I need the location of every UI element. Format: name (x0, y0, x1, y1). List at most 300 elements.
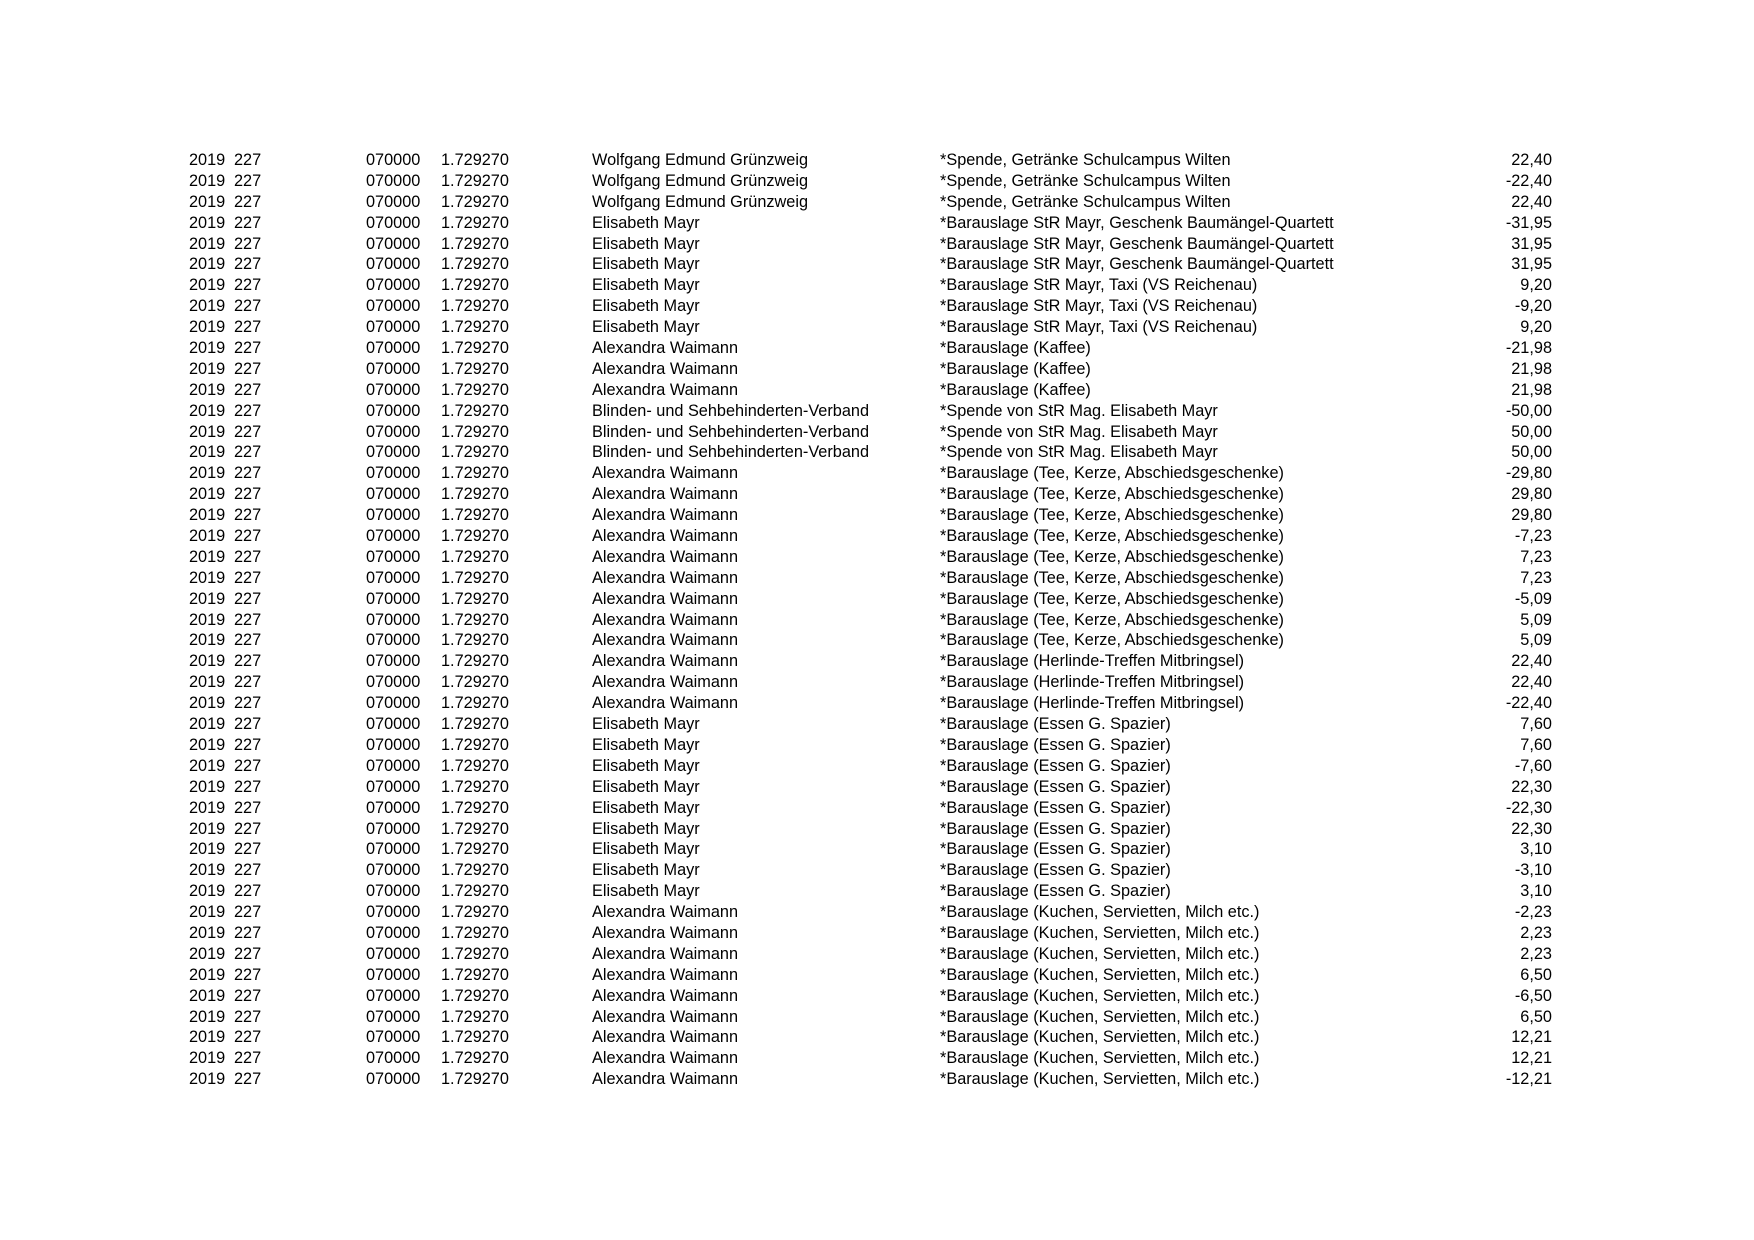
subaccount-cell: 1.729270 (441, 171, 509, 190)
table-row (0, 944, 1754, 965)
account-cell: 070000 (366, 777, 421, 796)
table-row (0, 819, 1754, 840)
account-cell: 070000 (366, 318, 421, 337)
name-cell: Blinden- und Sehbehinderten-Verband (592, 443, 869, 462)
account-cell: 070000 (366, 652, 421, 671)
ledger-table (0, 150, 1754, 1090)
subaccount-cell: 1.729270 (441, 297, 509, 316)
table-row (0, 484, 1754, 505)
name-cell: Alexandra Waimann (592, 506, 738, 525)
subaccount-cell: 1.729270 (441, 318, 509, 337)
subaccount-cell: 1.729270 (441, 151, 509, 169)
table-row (0, 547, 1754, 568)
account-cell: 070000 (366, 527, 421, 546)
subaccount-cell: 1.729270 (441, 422, 509, 441)
number-cell: 227 (234, 735, 262, 754)
number-cell: 227 (234, 151, 262, 169)
account-cell: 070000 (366, 756, 421, 775)
table-row (0, 839, 1754, 860)
year-cell: 2019 (189, 923, 226, 942)
description-cell: *Barauslage (Tee, Kerze, Abschiedsgeschenke) (940, 610, 1284, 629)
table-row (0, 1027, 1754, 1048)
description-cell: *Barauslage (Essen G. Spazier) (940, 735, 1171, 754)
account-cell: 070000 (366, 443, 421, 462)
table-row (0, 965, 1754, 986)
amount-cell: 29,80 (1511, 506, 1552, 525)
year-cell: 2019 (189, 882, 226, 901)
name-cell: Alexandra Waimann (592, 673, 738, 692)
name-cell: Elisabeth Mayr (592, 318, 700, 337)
account-cell: 070000 (366, 1049, 421, 1068)
subaccount-cell: 1.729270 (441, 610, 509, 629)
name-cell: Alexandra Waimann (592, 547, 738, 566)
account-cell: 070000 (366, 380, 421, 399)
table-row (0, 505, 1754, 526)
table-row (0, 923, 1754, 944)
number-cell: 227 (234, 777, 262, 796)
account-cell: 070000 (366, 234, 421, 253)
year-cell: 2019 (189, 192, 226, 211)
table-row (0, 714, 1754, 735)
number-cell: 227 (234, 694, 262, 713)
subaccount-cell: 1.729270 (441, 861, 509, 880)
amount-cell: -12,21 (1505, 1070, 1552, 1089)
name-cell: Elisabeth Mayr (592, 861, 700, 880)
year-cell: 2019 (189, 652, 226, 671)
description-cell: *Spende von StR Mag. Elisabeth Mayr (940, 422, 1218, 441)
account-cell: 070000 (366, 297, 421, 316)
name-cell: Alexandra Waimann (592, 694, 738, 713)
number-cell: 227 (234, 527, 262, 546)
number-cell: 227 (234, 192, 262, 211)
amount-cell: 22,40 (1511, 192, 1552, 211)
description-cell: *Spende, Getränke Schulcampus Wilten (940, 171, 1231, 190)
name-cell: Alexandra Waimann (592, 1007, 738, 1026)
amount-cell: 2,23 (1520, 944, 1552, 963)
account-cell: 070000 (366, 1070, 421, 1089)
amount-cell: 5,09 (1520, 610, 1552, 629)
account-cell: 070000 (366, 401, 421, 420)
subaccount-cell: 1.729270 (441, 547, 509, 566)
subaccount-cell: 1.729270 (441, 568, 509, 587)
amount-cell: 5,09 (1520, 631, 1552, 650)
name-cell: Alexandra Waimann (592, 652, 738, 671)
number-cell: 227 (234, 485, 262, 504)
account-cell: 070000 (366, 631, 421, 650)
table-row (0, 756, 1754, 777)
name-cell: Alexandra Waimann (592, 380, 738, 399)
amount-cell: 9,20 (1520, 276, 1552, 295)
name-cell: Blinden- und Sehbehinderten-Verband (592, 401, 869, 420)
subaccount-cell: 1.729270 (441, 527, 509, 546)
table-row (0, 171, 1754, 192)
amount-cell: 7,23 (1520, 547, 1552, 566)
account-cell: 070000 (366, 547, 421, 566)
account-cell: 070000 (366, 965, 421, 984)
table-row (0, 589, 1754, 610)
amount-cell: 50,00 (1511, 443, 1552, 462)
description-cell: *Barauslage (Tee, Kerze, Abschiedsgeschenke) (940, 506, 1284, 525)
account-cell: 070000 (366, 339, 421, 358)
table-row (0, 630, 1754, 651)
name-cell: Alexandra Waimann (592, 589, 738, 608)
year-cell: 2019 (189, 151, 226, 169)
table-row (0, 234, 1754, 255)
description-cell: *Spende von StR Mag. Elisabeth Mayr (940, 443, 1218, 462)
subaccount-cell: 1.729270 (441, 192, 509, 211)
number-cell: 227 (234, 547, 262, 566)
description-cell: *Barauslage StR Mayr, Taxi (VS Reichenau) (940, 318, 1258, 337)
amount-cell: -7,23 (1514, 527, 1552, 546)
description-cell: *Barauslage (Essen G. Spazier) (940, 777, 1171, 796)
number-cell: 227 (234, 589, 262, 608)
number-cell: 227 (234, 798, 262, 817)
name-cell: Elisabeth Mayr (592, 798, 700, 817)
description-cell: *Barauslage (Tee, Kerze, Abschiedsgeschenke) (940, 464, 1284, 483)
table-row (0, 1048, 1754, 1069)
table-row (0, 401, 1754, 422)
year-cell: 2019 (189, 694, 226, 713)
amount-cell: -3,10 (1514, 861, 1552, 880)
amount-cell: 22,30 (1511, 777, 1552, 796)
name-cell: Alexandra Waimann (592, 485, 738, 504)
amount-cell: -21,98 (1505, 339, 1552, 358)
name-cell: Wolfgang Edmund Grünzweig (592, 151, 808, 169)
account-cell: 070000 (366, 422, 421, 441)
description-cell: *Barauslage StR Mayr, Geschenk Baumängel-Quartett (940, 255, 1334, 274)
table-row (0, 317, 1754, 338)
amount-cell: -50,00 (1505, 401, 1552, 420)
number-cell: 227 (234, 297, 262, 316)
table-row (0, 442, 1754, 463)
number-cell: 227 (234, 1028, 262, 1047)
account-cell: 070000 (366, 819, 421, 838)
name-cell: Elisabeth Mayr (592, 777, 700, 796)
account-cell: 070000 (366, 589, 421, 608)
description-cell: *Barauslage StR Mayr, Taxi (VS Reichenau) (940, 276, 1258, 295)
amount-cell: -22,40 (1505, 171, 1552, 190)
description-cell: *Barauslage StR Mayr, Taxi (VS Reichenau) (940, 297, 1258, 316)
number-cell: 227 (234, 1007, 262, 1026)
subaccount-cell: 1.729270 (441, 840, 509, 859)
subaccount-cell: 1.729270 (441, 485, 509, 504)
description-cell: *Barauslage (Tee, Kerze, Abschiedsgeschenke) (940, 568, 1284, 587)
number-cell: 227 (234, 359, 262, 378)
table-row (0, 422, 1754, 443)
subaccount-cell: 1.729270 (441, 944, 509, 963)
subaccount-cell: 1.729270 (441, 1007, 509, 1026)
name-cell: Elisabeth Mayr (592, 255, 700, 274)
year-cell: 2019 (189, 485, 226, 504)
year-cell: 2019 (189, 1070, 226, 1089)
number-cell: 227 (234, 506, 262, 525)
subaccount-cell: 1.729270 (441, 359, 509, 378)
table-row (0, 610, 1754, 631)
name-cell: Alexandra Waimann (592, 965, 738, 984)
subaccount-cell: 1.729270 (441, 986, 509, 1005)
account-cell: 070000 (366, 923, 421, 942)
subaccount-cell: 1.729270 (441, 255, 509, 274)
amount-cell: 22,40 (1511, 652, 1552, 671)
table-row (0, 777, 1754, 798)
year-cell: 2019 (189, 234, 226, 253)
account-cell: 070000 (366, 1007, 421, 1026)
account-cell: 070000 (366, 464, 421, 483)
name-cell: Alexandra Waimann (592, 610, 738, 629)
table-row (0, 735, 1754, 756)
table-row (0, 798, 1754, 819)
year-cell: 2019 (189, 735, 226, 754)
name-cell: Alexandra Waimann (592, 1028, 738, 1047)
subaccount-cell: 1.729270 (441, 673, 509, 692)
year-cell: 2019 (189, 297, 226, 316)
year-cell: 2019 (189, 276, 226, 295)
year-cell: 2019 (189, 568, 226, 587)
account-cell: 070000 (366, 903, 421, 922)
year-cell: 2019 (189, 443, 226, 462)
table-row (0, 672, 1754, 693)
table-row (0, 693, 1754, 714)
description-cell: *Barauslage (Kuchen, Servietten, Milch etc.) (940, 1028, 1260, 1047)
year-cell: 2019 (189, 631, 226, 650)
year-cell: 2019 (189, 715, 226, 734)
subaccount-cell: 1.729270 (441, 756, 509, 775)
name-cell: Alexandra Waimann (592, 339, 738, 358)
description-cell: *Barauslage StR Mayr, Geschenk Baumängel-Quartett (940, 213, 1334, 232)
name-cell: Wolfgang Edmund Grünzweig (592, 171, 808, 190)
table-row (0, 568, 1754, 589)
account-cell: 070000 (366, 882, 421, 901)
description-cell: *Barauslage (Kuchen, Servietten, Milch etc.) (940, 903, 1260, 922)
year-cell: 2019 (189, 903, 226, 922)
number-cell: 227 (234, 276, 262, 295)
description-cell: *Barauslage (Kuchen, Servietten, Milch etc.) (940, 986, 1260, 1005)
subaccount-cell: 1.729270 (441, 276, 509, 295)
description-cell: *Barauslage (Herlinde-Treffen Mitbringsel) (940, 652, 1245, 671)
description-cell: *Barauslage (Essen G. Spazier) (940, 798, 1171, 817)
table-row (0, 463, 1754, 484)
amount-cell: -9,20 (1514, 297, 1552, 316)
amount-cell: -5,09 (1514, 589, 1552, 608)
subaccount-cell: 1.729270 (441, 652, 509, 671)
description-cell: *Barauslage (Essen G. Spazier) (940, 715, 1171, 734)
table-row (0, 192, 1754, 213)
number-cell: 227 (234, 568, 262, 587)
description-cell: *Barauslage (Kaffee) (940, 359, 1091, 378)
description-cell: *Barauslage (Kuchen, Servietten, Milch etc.) (940, 944, 1260, 963)
amount-cell: 29,80 (1511, 485, 1552, 504)
year-cell: 2019 (189, 673, 226, 692)
year-cell: 2019 (189, 777, 226, 796)
name-cell: Elisabeth Mayr (592, 297, 700, 316)
amount-cell: 2,23 (1520, 923, 1552, 942)
account-cell: 070000 (366, 255, 421, 274)
subaccount-cell: 1.729270 (441, 464, 509, 483)
year-cell: 2019 (189, 506, 226, 525)
description-cell: *Barauslage (Essen G. Spazier) (940, 840, 1171, 859)
amount-cell: 50,00 (1511, 422, 1552, 441)
name-cell: Alexandra Waimann (592, 1070, 738, 1089)
table-row (0, 526, 1754, 547)
name-cell: Blinden- und Sehbehinderten-Verband (592, 422, 869, 441)
number-cell: 227 (234, 944, 262, 963)
amount-cell: 22,30 (1511, 819, 1552, 838)
year-cell: 2019 (189, 547, 226, 566)
subaccount-cell: 1.729270 (441, 798, 509, 817)
description-cell: *Barauslage (Herlinde-Treffen Mitbringsel) (940, 673, 1245, 692)
year-cell: 2019 (189, 527, 226, 546)
table-row (0, 902, 1754, 923)
name-cell: Alexandra Waimann (592, 568, 738, 587)
number-cell: 227 (234, 380, 262, 399)
amount-cell: 31,95 (1511, 234, 1552, 253)
table-row (0, 254, 1754, 275)
description-cell: *Barauslage (Kaffee) (940, 339, 1091, 358)
account-cell: 070000 (366, 359, 421, 378)
description-cell: *Barauslage (Essen G. Spazier) (940, 861, 1171, 880)
subaccount-cell: 1.729270 (441, 1028, 509, 1047)
name-cell: Alexandra Waimann (592, 464, 738, 483)
subaccount-cell: 1.729270 (441, 401, 509, 420)
description-cell: *Barauslage (Kuchen, Servietten, Milch etc.) (940, 965, 1260, 984)
year-cell: 2019 (189, 756, 226, 775)
year-cell: 2019 (189, 1007, 226, 1026)
amount-cell: -2,23 (1514, 903, 1552, 922)
account-cell: 070000 (366, 944, 421, 963)
account-cell: 070000 (366, 506, 421, 525)
amount-cell: 7,23 (1520, 568, 1552, 587)
number-cell: 227 (234, 422, 262, 441)
number-cell: 227 (234, 756, 262, 775)
year-cell: 2019 (189, 610, 226, 629)
name-cell: Alexandra Waimann (592, 1049, 738, 1068)
year-cell: 2019 (189, 380, 226, 399)
number-cell: 227 (234, 213, 262, 232)
name-cell: Alexandra Waimann (592, 359, 738, 378)
year-cell: 2019 (189, 1049, 226, 1068)
year-cell: 2019 (189, 861, 226, 880)
year-cell: 2019 (189, 798, 226, 817)
number-cell: 227 (234, 840, 262, 859)
subaccount-cell: 1.729270 (441, 694, 509, 713)
description-cell: *Barauslage (Herlinde-Treffen Mitbringsel) (940, 694, 1245, 713)
year-cell: 2019 (189, 1028, 226, 1047)
name-cell: Elisabeth Mayr (592, 840, 700, 859)
subaccount-cell: 1.729270 (441, 777, 509, 796)
number-cell: 227 (234, 255, 262, 274)
subaccount-cell: 1.729270 (441, 1070, 509, 1089)
table-row (0, 860, 1754, 881)
name-cell: Elisabeth Mayr (592, 715, 700, 734)
amount-cell: 3,10 (1520, 882, 1552, 901)
number-cell: 227 (234, 715, 262, 734)
table-row (0, 296, 1754, 317)
subaccount-cell: 1.729270 (441, 506, 509, 525)
description-cell: *Barauslage (Kaffee) (940, 380, 1091, 399)
account-cell: 070000 (366, 171, 421, 190)
description-cell: *Spende, Getränke Schulcampus Wilten (940, 151, 1231, 169)
name-cell: Elisabeth Mayr (592, 276, 700, 295)
account-cell: 070000 (366, 1028, 421, 1047)
number-cell: 227 (234, 1049, 262, 1068)
year-cell: 2019 (189, 171, 226, 190)
year-cell: 2019 (189, 422, 226, 441)
description-cell: *Barauslage (Tee, Kerze, Abschiedsgeschenke) (940, 589, 1284, 608)
description-cell: *Barauslage (Kuchen, Servietten, Milch etc.) (940, 1007, 1260, 1026)
account-cell: 070000 (366, 840, 421, 859)
name-cell: Elisabeth Mayr (592, 735, 700, 754)
amount-cell: 12,21 (1511, 1028, 1552, 1047)
account-cell: 070000 (366, 192, 421, 211)
number-cell: 227 (234, 171, 262, 190)
amount-cell: 22,40 (1511, 151, 1552, 169)
year-cell: 2019 (189, 339, 226, 358)
subaccount-cell: 1.729270 (441, 1049, 509, 1068)
number-cell: 227 (234, 986, 262, 1005)
amount-cell: 7,60 (1520, 715, 1552, 734)
account-cell: 070000 (366, 715, 421, 734)
year-cell: 2019 (189, 359, 226, 378)
account-cell: 070000 (366, 276, 421, 295)
amount-cell: 9,20 (1520, 318, 1552, 337)
year-cell: 2019 (189, 213, 226, 232)
amount-cell: -22,30 (1505, 798, 1552, 817)
subaccount-cell: 1.729270 (441, 903, 509, 922)
account-cell: 070000 (366, 213, 421, 232)
name-cell: Alexandra Waimann (592, 986, 738, 1005)
subaccount-cell: 1.729270 (441, 965, 509, 984)
table-row (0, 1007, 1754, 1028)
number-cell: 227 (234, 443, 262, 462)
description-cell: *Barauslage (Kuchen, Servietten, Milch etc.) (940, 923, 1260, 942)
table-row (0, 213, 1754, 234)
name-cell: Alexandra Waimann (592, 903, 738, 922)
year-cell: 2019 (189, 944, 226, 963)
number-cell: 227 (234, 903, 262, 922)
amount-cell: -29,80 (1505, 464, 1552, 483)
amount-cell: -6,50 (1514, 986, 1552, 1005)
name-cell: Elisabeth Mayr (592, 234, 700, 253)
name-cell: Wolfgang Edmund Grünzweig (592, 192, 808, 211)
number-cell: 227 (234, 673, 262, 692)
account-cell: 070000 (366, 735, 421, 754)
number-cell: 227 (234, 819, 262, 838)
description-cell: *Barauslage (Kuchen, Servietten, Milch etc.) (940, 1049, 1260, 1068)
number-cell: 227 (234, 339, 262, 358)
number-cell: 227 (234, 882, 262, 901)
number-cell: 227 (234, 234, 262, 253)
account-cell: 070000 (366, 485, 421, 504)
table-row (0, 380, 1754, 401)
description-cell: *Barauslage (Essen G. Spazier) (940, 882, 1171, 901)
account-cell: 070000 (366, 673, 421, 692)
amount-cell: 21,98 (1511, 359, 1552, 378)
year-cell: 2019 (189, 318, 226, 337)
subaccount-cell: 1.729270 (441, 715, 509, 734)
account-cell: 070000 (366, 986, 421, 1005)
year-cell: 2019 (189, 819, 226, 838)
number-cell: 227 (234, 464, 262, 483)
year-cell: 2019 (189, 986, 226, 1005)
year-cell: 2019 (189, 464, 226, 483)
table-row (0, 986, 1754, 1007)
number-cell: 227 (234, 318, 262, 337)
number-cell: 227 (234, 652, 262, 671)
number-cell: 227 (234, 401, 262, 420)
number-cell: 227 (234, 1070, 262, 1089)
year-cell: 2019 (189, 255, 226, 274)
amount-cell: -22,40 (1505, 694, 1552, 713)
